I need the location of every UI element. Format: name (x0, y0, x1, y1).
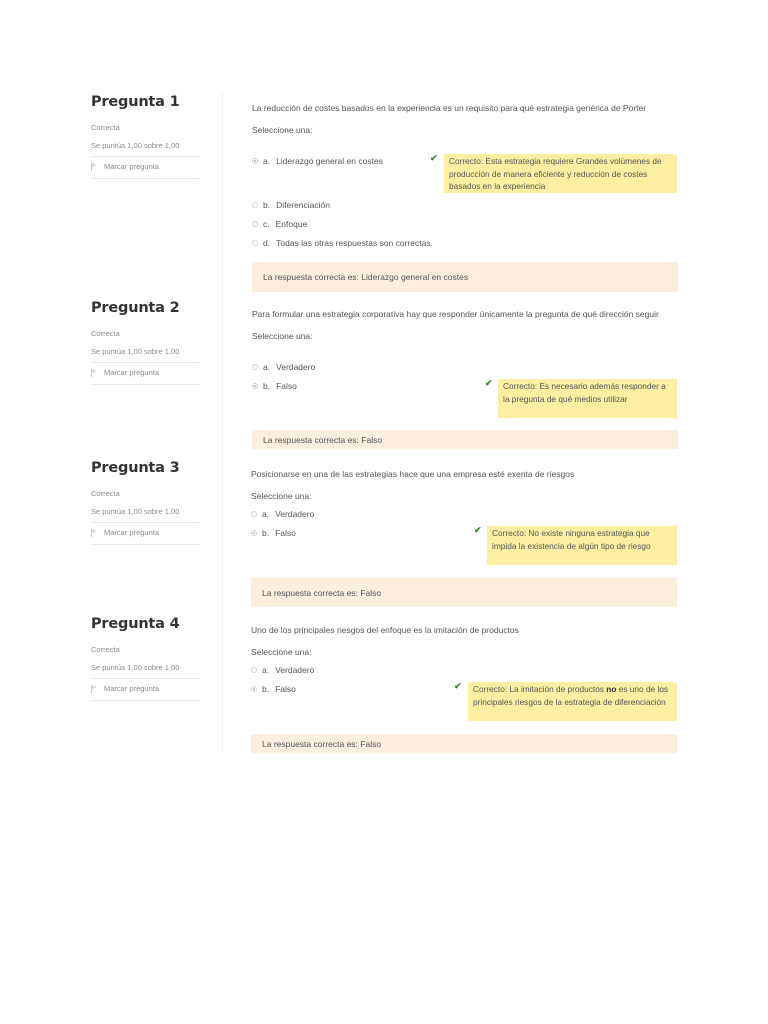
question-4-flag[interactable] (91, 684, 199, 701)
radio-button[interactable] (251, 511, 257, 517)
check-icon: ✔ (474, 525, 482, 535)
question-4-state: Correcta (91, 645, 120, 654)
question-4-option-b[interactable]: b. Falso (251, 683, 296, 694)
question-1-state: Correcta (91, 123, 120, 132)
question-4-grade: Se puntúa 1,00 sobre 1,00 (91, 663, 199, 679)
question-2-content (252, 308, 678, 449)
flag-icon (91, 163, 98, 171)
radio-button[interactable] (251, 530, 257, 536)
flag-icon (91, 529, 98, 537)
radio-button[interactable] (252, 202, 258, 208)
question-2-option-b[interactable]: b. Falso (252, 380, 297, 391)
question-1-content (252, 102, 678, 294)
question-3-info (91, 459, 199, 545)
question-3-flag[interactable] (91, 528, 199, 545)
question-1-feedback: Correcto: Esta estrategia requiere Grandes volúmenes de producción de manera eficiente y reducción de costes basados en la experiencia (444, 154, 677, 193)
check-icon: ✔ (485, 378, 493, 388)
radio-button[interactable] (251, 686, 257, 692)
flag-label: Marcar pregunta (104, 684, 160, 693)
question-3-prompt: Seleccione una: (251, 490, 312, 501)
question-1-text: La reducción de costes basados en la experiencia es un requisito para qué estrategia genérica de Porter (252, 103, 647, 113)
question-1-option-c[interactable]: c. Enfoque (252, 218, 307, 229)
question-4-title: Pregunta 4 (91, 616, 180, 632)
radio-button[interactable] (252, 364, 258, 370)
question-4-content (251, 624, 677, 754)
check-icon: ✔ (454, 681, 462, 691)
question-3-option-b[interactable]: b. Falso (251, 527, 296, 538)
question-2-prompt: Seleccione una: (252, 330, 313, 341)
flag-label: Marcar pregunta (104, 162, 160, 171)
question-4-info (91, 615, 199, 701)
question-2-right-answer: La respuesta correcta es: Falso (252, 430, 678, 449)
question-3-right-answer: La respuesta correcta es: Falso (251, 578, 677, 607)
radio-button[interactable] (252, 383, 258, 389)
radio-button[interactable] (251, 667, 257, 673)
question-4-feedback: Correcto: La imitación de productos no es uno de los principales riesgos de la estrategia de diferenciación (468, 682, 677, 721)
question-1-flag[interactable] (91, 162, 199, 179)
question-2-state: Correcta (91, 329, 120, 338)
flag-icon (91, 369, 98, 377)
question-2-option-a[interactable]: a. Verdadero (252, 361, 315, 372)
question-2-flag[interactable] (91, 368, 199, 385)
question-4-text: Uno de los principales riesgos del enfoque es la imitación de productos (251, 625, 519, 635)
question-3-feedback: Correcto: No existe ninguna estrategia que impida la existencia de algún tipo de riesgo (487, 526, 677, 565)
question-4-prompt: Seleccione una: (251, 646, 312, 657)
question-3-grade: Se puntúa 1,00 sobre 1,00 (91, 507, 199, 523)
flag-icon (91, 685, 98, 693)
question-1-option-d[interactable]: d. Todas las otras respuestas son correctas. (252, 237, 433, 248)
question-1-option-a[interactable]: a. Liderazgo general en costes (252, 155, 383, 166)
question-1-option-b[interactable]: b. Diferenciación (252, 199, 330, 210)
question-2-feedback: Correcto: Es necesario además responder a la pregunta de qué medios utilizar (498, 379, 677, 418)
question-3-title: Pregunta 3 (91, 460, 180, 476)
question-3-option-a[interactable]: a. Verdadero (251, 508, 314, 519)
column-divider (222, 92, 223, 752)
question-1-prompt: Seleccione una: (252, 124, 313, 135)
question-2-info (91, 299, 199, 385)
question-1-title: Pregunta 1 (91, 94, 180, 110)
question-2-title: Pregunta 2 (91, 300, 180, 316)
question-3-content (251, 468, 677, 608)
question-2-grade: Se puntúa 1,00 sobre 1,00 (91, 347, 199, 363)
radio-button[interactable] (252, 240, 258, 246)
flag-label: Marcar pregunta (104, 368, 160, 377)
question-3-text: Posicionarse en una de las estrategias hace que una empresa esté exenta de riesgos (251, 469, 575, 479)
flag-label: Marcar pregunta (104, 528, 160, 537)
check-icon: ✔ (430, 153, 438, 163)
question-1-info (91, 93, 199, 179)
question-4-right-answer: La respuesta correcta es: Falso (251, 734, 677, 753)
question-4-option-a[interactable]: a. Verdadero (251, 664, 314, 675)
question-1-grade: Se puntúa 1,00 sobre 1,00 (91, 141, 199, 157)
question-3-state: Correcta (91, 489, 120, 498)
question-2-text: Para formular una estrategia corporativa hay que responder únicamente la pregunta de qué dirección seguir (252, 309, 659, 319)
question-1-right-answer: La respuesta correcta es: Liderazgo general en costes (252, 262, 678, 292)
radio-button[interactable] (252, 158, 258, 164)
radio-button[interactable] (252, 221, 258, 227)
feedback-emphasis: no (606, 684, 617, 694)
